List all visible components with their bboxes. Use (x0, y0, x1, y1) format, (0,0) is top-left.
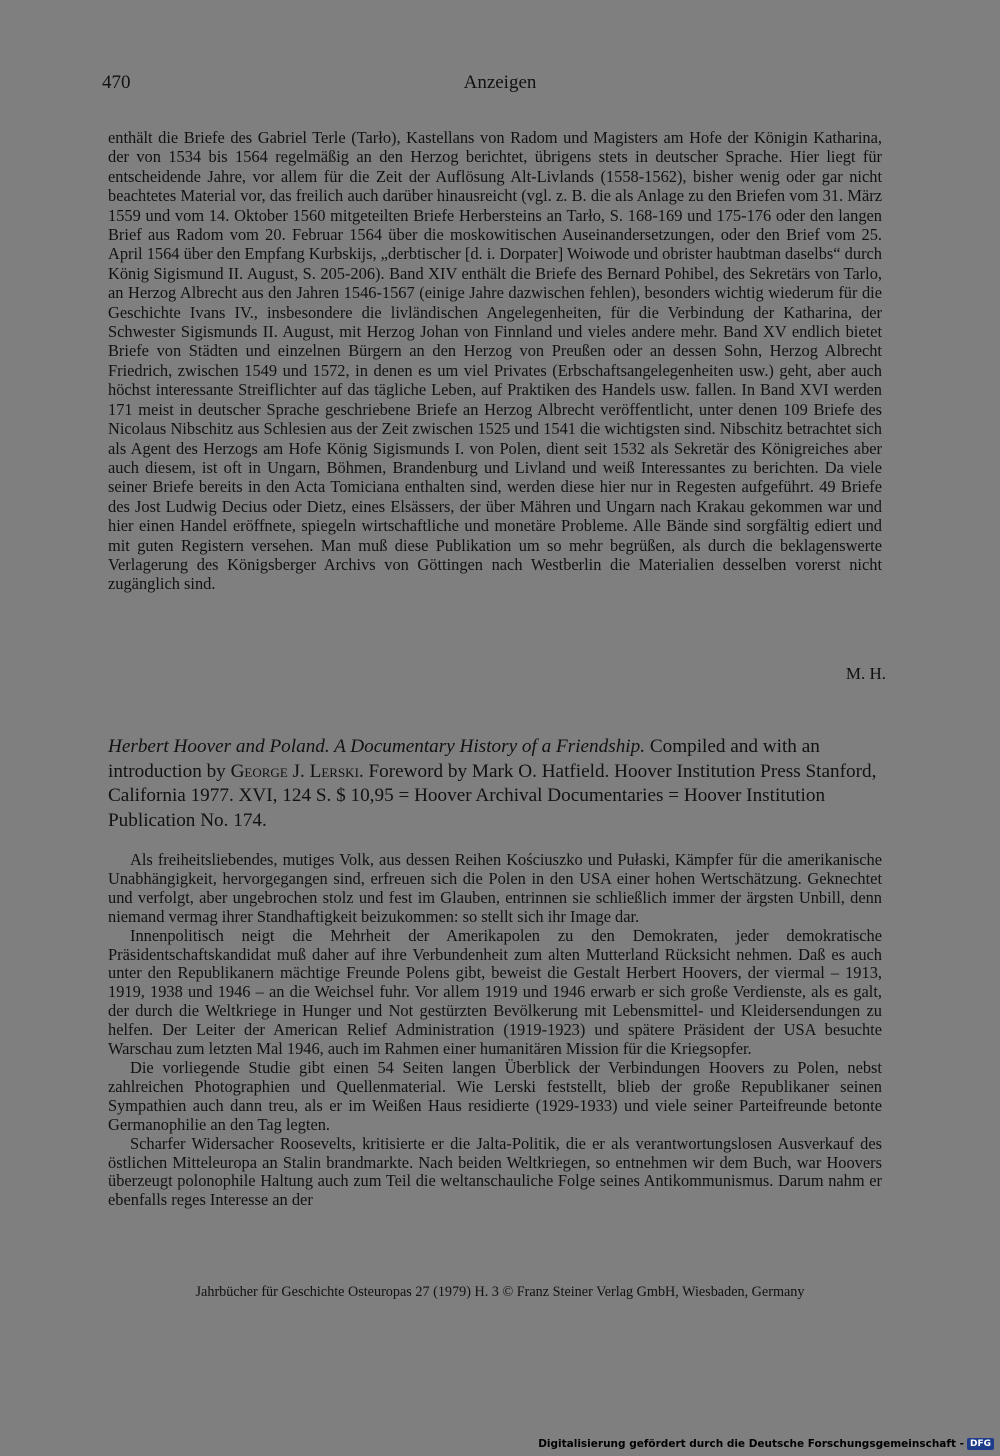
review-paragraph: enthält die Briefe des Gabriel Terle (Tarło), Kastellans von Radom und Magisters am Hofe der Königin Katharina, der von 1534 bis 1564 regelmäßig an den Herzog berichtet, übrigens stets in deutscher Sprache. Hier liegt für entscheidende Jahre, vor allem für die Zeit der Auflösung Alt-Livlands (1558-1562), bisher wenig oder gar nicht beachtetes Material vor, das freilich auch darüber hinausreicht (vgl. z. B. die als Anlage zu den Briefen vom 31. März 1559 und vom 14. Oktober 1560 mitgeteilten Briefe Herbersteins an Tarło, S. 168-169 und 175-176 oder den langen Brief aus Radom vom 20. Februar 1564 über die moskowitischen Auseinandersetzungen, oder den Brief vom 25. April 1564 über den Empfang Kurbskijs, „derbtischer [d. i. Dorpater] Woiwode und obrister haubtman daselbs“ durch König Sigismund II. August, S. 205-206). Band XIV enthält die Briefe des Bernard Pohibel, des Sekretärs von Tarlo, an Herzog Albrecht aus den Jahren 1546-1567 (einige Jahre dazwischen fehlen), besonders wichtig wiederum für die Geschichte Ivans IV., insbesondere die livländischen Angelegenheiten, für die Verbindung der Katharina, der Schwester Sigismunds II. August, mit Herzog Johan von Finnland und vieles andere mehr. Band XV endlich bietet Briefe von Städten und einzelnen Bürgern an den Herzog von Preußen oder an dessen Sohn, Herzog Albrecht Friedrich, zwischen 1549 und 1572, in denen es um viel Privates (Erbschaftsangelegenheiten usw.) geht, aber auch höchst interessante Streiflichter auf das tägliche Leben, auf Praktiken des Handels usw. fallen. In Band XVI werden 171 meist in deutscher Sprache geschriebene Briefe an Herzog Albrecht veröffentlicht, unter denen 109 Briefe des Nicolaus Nibschitz aus Schlesien aus der Zeit zwischen 1525 und 1541 die wichtigsten sind. Nibschitz betrachtet sich als Agent des Herzogs am Hofe König Sigismunds I. von Polen, dient seit 1532 als Sekretär des Königreiches aber auch diesem, ist oft in Ungarn, Böhmen, Brandenburg und Livland und weiß Interessantes zu berichten. Da viele seiner Briefe bereits in den Acta Tomiciana enthalten sind, werden diese hier nur in Regesten aufgeführt. 49 Briefe des Jost Ludwig Decius oder Dietz, eines Elsässers, der über Mähren und Ungarn nach Krakau gekommen war und hier einen Handel eröffnete, spiegeln wirtschaftliche und monetäre Probleme. Alle Bände sind sorgfältig ediert und mit guten Registern versehen. Man muß diese Publikation um so mehr begrüßen, als durch die beklagenswerte Verlagerung des Königsberger Archivs von Göttingen nach Westberlin die Materialien desselben vorerst nicht zugänglich sind. (108, 128, 883, 594)
dfg-logo-icon: DFG (967, 1438, 994, 1450)
review-body (108, 851, 882, 1210)
reviewer-signature: M. H. (845, 664, 886, 683)
book-author: George J. Lerski (230, 760, 359, 782)
journal-citation-footer: Jahrbücher für Geschichte Osteuropas 27 (1979) H. 3 © Franz Steiner Verlag GmbH, Wiesbaden, Germany (195, 1284, 805, 1300)
review-paragraph: Scharfer Widersacher Roosevelts, kritisierte er die Jalta-Politik, die er als verantwortungslosen Ausverkauf des östlichen Mitteleuropa an Stalin brandmarkte. Nach beiden Weltkriegen, so entnehmen wir dem Buch, war Hoovers überzeugt polonophile Haltung auch zum Teil die weltanschauliche Folge seines Antikommunismus. Darum nahm er ebenfalls reges Interesse an der (108, 1133, 882, 1210)
digitization-notice (538, 1438, 994, 1450)
citation-text: . Foreword by Mark O. Hatfield. Hoover Institution Press Stanford, California 1977. XVI, 124 S. $ 10,95 = Hoover Archival Documentaries = Hoover Institution Publication No. 174. (108, 760, 877, 831)
running-head: Anzeigen (463, 72, 537, 93)
page-number: 470 (102, 72, 131, 93)
book-title: Herbert Hoover and Poland. A Documentary History of a Friendship. (108, 736, 646, 757)
digitization-text: Digitalisierung gefördert durch die Deutsche Forschungsgemeinschaft - (538, 1438, 964, 1450)
review-paragraph: Die vorliegende Studie gibt einen 54 Seiten langen Überblick der Verbindungen Hoovers zu Polen, nebst zahlreichen Photographien und Quellenmaterial. Wie Lerski feststellt, blieb der große Republikaner seinen Sympathien auch dann treu, als er im Weißen Haus residierte (1929-1933) und viele seiner Parteifreunde betonte Germanophilie an den Tag legten. (108, 1057, 882, 1134)
book-citation (108, 735, 888, 833)
review-paragraph: Als freiheitsliebendes, mutiges Volk, aus dessen Reihen Kościuszko und Pułaski, Kämpfer für die amerikanische Unabhängigkeit, hervorgegangen sind, erfreuen sich die Polen in den USA einer hohen Wertschätzung. Geknechtet und verfolgt, aber ungebrochen stolz und fest im Glauben, entrinnen sie schließlich immer der ärgsten Unbill, denn niemand vermag ihrer Standhaftigkeit beizukommen: so stellt sich ihr Image dar. (108, 850, 882, 926)
review-continuation (108, 128, 882, 594)
review-paragraph: Innenpolitisch neigt die Mehrheit der Amerikapolen zu den Demokraten, jeder demokratische Präsidentschaftskandidat muß daher auf ihre Verbundenheit zum alten Mutterland Rücksicht nehmen. Daß es auch unter den Republikanern mächtige Freunde Polens gibt, beweist die Gestalt Herbert Hoovers, der viermal – 1913, 1919, 1938 und 1946 – an die Weichsel fuhr. Vor allem 1919 und 1946 erwarb er sich große Verdienste, als es galt, der durch die Weltkriege in Hunger und Not gestürzten Bevölkerung mit Lebensmittel- und Kleidersendungen zu helfen. Der Leiter der American Relief Administration (1919-1923) und spätere Präsident der USA besuchte Warschau zum letzten Mal 1946, auch im Rahmen einer humanitären Mission für die Kriegsopfer. (108, 925, 882, 1059)
citation-text: Compiled and with an introduction by (108, 736, 820, 782)
